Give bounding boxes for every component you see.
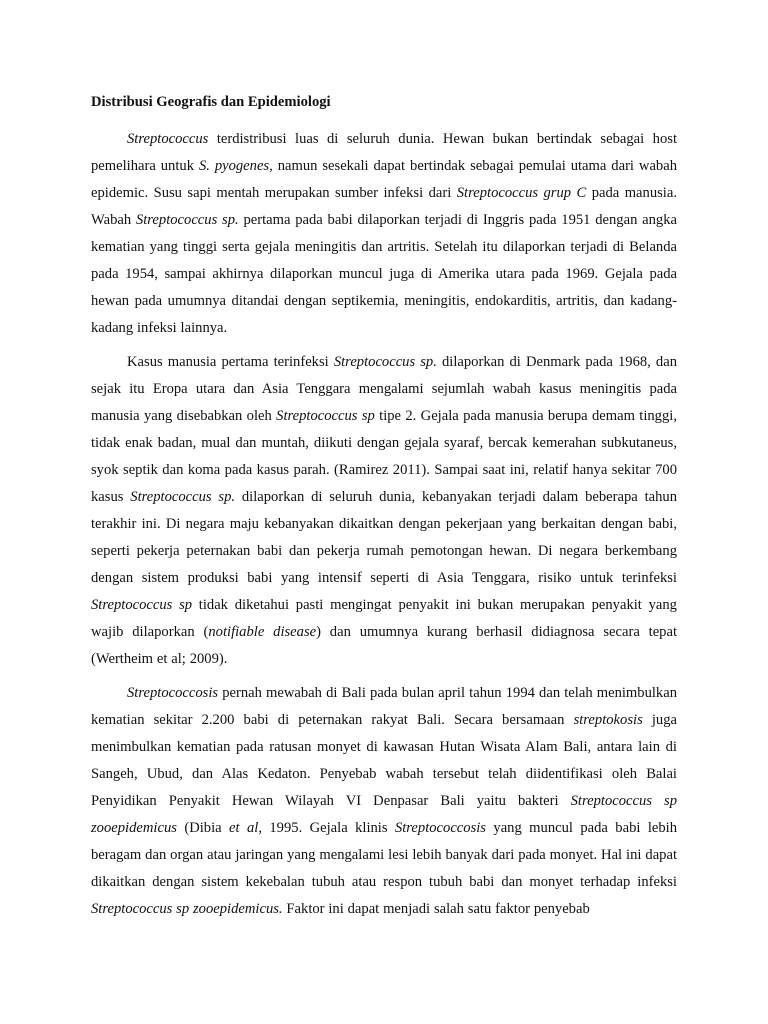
- paragraph-1-segment: Streptococcus sp.: [135, 212, 239, 228]
- paragraph-1-segment: Streptococcus: [127, 131, 209, 147]
- paragraph-3-segment: Streptococcosis: [127, 685, 219, 701]
- paragraph-2-segment: Streptococcus sp: [91, 597, 193, 613]
- paragraph-3-segment: pernah mewabah di Bali pada bulan april tahun 1994 dan telah menimbulkan kematian sekitar 2.200 babi di peternakan rakyat Bali. Secara bersamaan: [91, 685, 677, 728]
- paragraph-3-segment: , 1995. Gejala klinis: [258, 820, 395, 836]
- paragraph-2-segment: tipe 2. Gejala pada manusia berupa demam tinggi, tidak enak badan, mual dan muntah, diikuti dengan gejala syaraf, bercak kemerahan subkutaneus, syok septik dan koma pada kasus parah. (Ramirez 2011). Sampai saat ini, relatif hanya sekitar 700 kasus: [91, 408, 677, 505]
- paragraph-3-segment: yang muncul pada babi lebih beragam dan organ atau jaringan yang mengalami lesi lebih banyak dari pada monyet. Hal ini dapat dikaitkan dengan sistem kekebalan tubuh atau respon tubuh babi dan monyet terhadap infeksi: [91, 820, 677, 890]
- paragraph-3-segment: Streptococcosis: [394, 820, 486, 836]
- paragraph-1-segment: pertama pada babi dilaporkan terjadi di Inggris pada 1951 dengan angka kematian yang tinggi serta gejala meningitis dan artritis. Setelah itu dilaporkan terjadi di Belanda pada 1954, sampai akhirnya dilaporkan muncul juga di Amerika utara pada 1969. Gejala pada hewan pada umumnya ditandai dengan septikemia, meningitis, endokarditis, artritis, dan kadang-kadang infeksi lainnya.: [91, 212, 677, 336]
- paragraph-2-segment: Streptococcus sp.: [333, 354, 437, 370]
- paragraph-1: [91, 126, 677, 342]
- paragraph-3-segment: et al: [229, 820, 259, 836]
- paragraph-2-segment: ) dan umumnya kurang berhasil didiagnosa secara tepat (Wertheim et al; 2009).: [91, 624, 678, 667]
- paragraph-2-segment: Kasus manusia pertama terinfeksi: [127, 354, 334, 370]
- paragraph-3-segment: Streptococcus sp zooepidemicus.: [91, 901, 283, 917]
- paragraph-3-segment: streptokosis: [573, 712, 643, 728]
- paragraph-1-segment: Streptococcus grup C: [456, 185, 587, 201]
- paragraph-1-segment: , namun sesekali dapat bertindak sebagai pemulai utama dari wabah epidemic. Susu sapi mentah merupakan sumber infeksi dari: [91, 158, 678, 201]
- paragraph-2-segment: notifiable disease: [208, 624, 317, 640]
- section-heading: Distribusi Geografis dan Epidemiologi: [91, 94, 331, 110]
- paragraph-1-segment: pada manusia. Wabah: [91, 185, 677, 228]
- paragraph-1-segment: terdistribusi luas di seluruh dunia. Hewan bukan bertindak sebagai host pemelihara untuk: [91, 131, 677, 174]
- paragraph-2-segment: Streptococcus sp.: [130, 489, 236, 505]
- paragraph-3-segment: Faktor ini dapat menjadi salah satu faktor penyebab: [282, 901, 590, 917]
- paragraph-3: [91, 680, 677, 923]
- paragraph-2-segment: dilaporkan di Denmark pada 1968, dan sejak itu Eropa utara dan Asia Tenggara mengalami sejumlah wabah kasus meningitis pada manusia yang disebabkan oleh: [91, 354, 677, 424]
- paragraph-2-segment: dilaporkan di seluruh dunia, kebanyakan terjadi dalam beberapa tahun terakhir ini. Di negara maju kebanyakan dikaitkan dengan pekerjaan yang berkaitan dengan babi, seperti pekerja peternakan babi dan pekerja rumah pemotongan hewan. Di negara berkembang dengan sistem produksi babi yang intensif seperti di Asia Tenggara, risiko untuk terinfeksi: [91, 489, 678, 586]
- paragraph-1-segment: S. pyogenes: [198, 158, 270, 174]
- paragraph-2-segment: Streptococcus sp: [276, 408, 375, 424]
- paragraph-2-segment: tidak diketahui pasti mengingat penyakit ini bukan merupakan penyakit yang wajib dilaporkan (: [91, 597, 677, 640]
- paragraph-3-segment: (Dibia: [176, 820, 230, 836]
- paragraph-2: [91, 349, 677, 673]
- paragraph-3-segment: Streptococcus sp zooepidemicus: [91, 793, 677, 836]
- paragraph-3-segment: juga menimbulkan kematian pada ratusan monyet di kawasan Hutan Wisata Alam Bali, antara lain di Sangeh, Ubud, dan Alas Kedaton. Penyebab wabah tersebut telah diidentifikasi oleh Balai Penyidikan Penyakit Hewan Wilayah VI Denpasar Bali yaitu bakteri: [91, 712, 677, 809]
